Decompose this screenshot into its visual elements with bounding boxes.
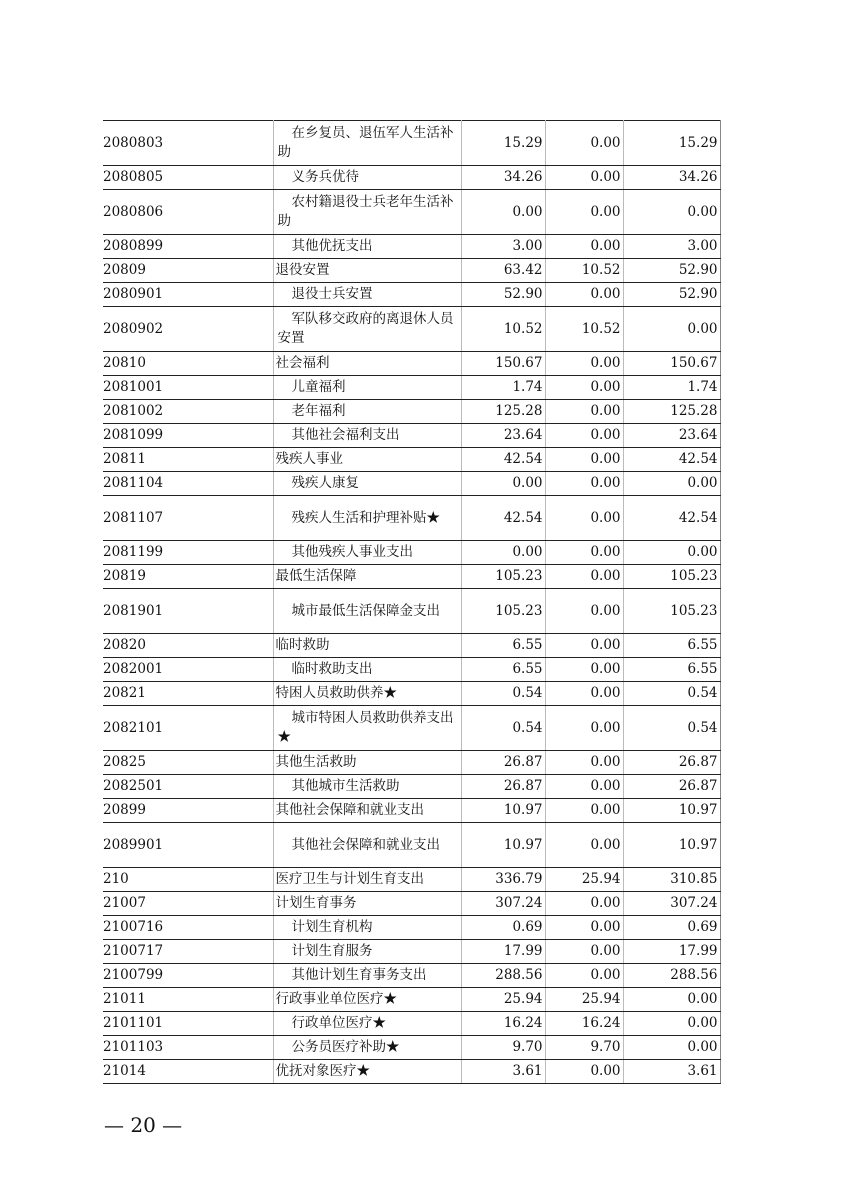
account-code-cell: 2080805: [103, 166, 273, 190]
table-row: [103, 682, 720, 706]
basic-expense-value-cell: 0.00: [545, 940, 623, 964]
item-name-cell: 其他计划生育事务支出: [273, 964, 461, 988]
table-row: [103, 823, 720, 868]
project-expense-value-cell: 17.99: [623, 940, 720, 964]
project-expense-value-cell: 0.00: [623, 988, 720, 1012]
item-name-cell: 计划生育服务: [273, 940, 461, 964]
account-code-cell: 2081199: [103, 541, 273, 565]
table-row: [103, 775, 720, 799]
basic-expense-value-cell: 0.00: [545, 634, 623, 658]
table-row: [103, 259, 720, 283]
item-name-cell: 特困人员救助供养★: [273, 682, 461, 706]
account-code-cell: 2082501: [103, 775, 273, 799]
basic-expense-value-cell: 16.24: [545, 1012, 623, 1036]
project-expense-value-cell: 288.56: [623, 964, 720, 988]
table-row: [103, 376, 720, 400]
basic-expense-value-cell: 25.94: [545, 988, 623, 1012]
item-name-cell: 残疾人生活和护理补贴★: [273, 496, 461, 541]
basic-expense-value-cell: 0.00: [545, 448, 623, 472]
account-code-cell: 2080902: [103, 307, 273, 352]
table-row: [103, 1036, 720, 1060]
total-value-cell: 3.00: [461, 235, 545, 259]
item-name-cell: 优抚对象医疗★: [273, 1060, 461, 1084]
total-value-cell: 6.55: [461, 634, 545, 658]
project-expense-value-cell: 310.85: [623, 868, 720, 892]
table-row: [103, 751, 720, 775]
project-expense-value-cell: 105.23: [623, 589, 720, 634]
table-row: [103, 307, 720, 352]
project-expense-value-cell: 0.00: [623, 307, 720, 352]
account-code-cell: 2080806: [103, 190, 273, 235]
item-name-cell: 其他社会保障和就业支出: [273, 799, 461, 823]
basic-expense-value-cell: 0.00: [545, 775, 623, 799]
project-expense-value-cell: 0.69: [623, 916, 720, 940]
item-name-cell: 医疗卫生与计划生育支出: [273, 868, 461, 892]
total-value-cell: 10.97: [461, 823, 545, 868]
account-code-cell: 2080803: [103, 121, 273, 166]
item-name-cell: 行政单位医疗★: [273, 1012, 461, 1036]
account-code-cell: 2081901: [103, 589, 273, 634]
project-expense-value-cell: 150.67: [623, 352, 720, 376]
item-name-cell: 退役士兵安置: [273, 283, 461, 307]
table-row: [103, 283, 720, 307]
account-code-cell: 2100717: [103, 940, 273, 964]
total-value-cell: 6.55: [461, 658, 545, 682]
basic-expense-value-cell: 0.00: [545, 424, 623, 448]
total-value-cell: 0.00: [461, 190, 545, 235]
basic-expense-value-cell: 0.00: [545, 541, 623, 565]
table-row: [103, 121, 720, 166]
account-code-cell: 20821: [103, 682, 273, 706]
item-name-cell: 行政事业单位医疗★: [273, 988, 461, 1012]
table-row: [103, 868, 720, 892]
item-name-cell: 社会福利: [273, 352, 461, 376]
total-value-cell: 105.23: [461, 589, 545, 634]
total-value-cell: 26.87: [461, 775, 545, 799]
project-expense-value-cell: 105.23: [623, 565, 720, 589]
basic-expense-value-cell: 0.00: [545, 376, 623, 400]
total-value-cell: 17.99: [461, 940, 545, 964]
item-name-cell: 退役安置: [273, 259, 461, 283]
total-value-cell: 0.00: [461, 541, 545, 565]
account-code-cell: 2080899: [103, 235, 273, 259]
item-name-cell: 义务兵优待: [273, 166, 461, 190]
project-expense-value-cell: 0.54: [623, 706, 720, 751]
account-code-cell: 20820: [103, 634, 273, 658]
account-code-cell: 20811: [103, 448, 273, 472]
total-value-cell: 23.64: [461, 424, 545, 448]
item-name-cell: 计划生育机构: [273, 916, 461, 940]
table-row: [103, 496, 720, 541]
table-row: [103, 541, 720, 565]
total-value-cell: 125.28: [461, 400, 545, 424]
project-expense-value-cell: 10.97: [623, 823, 720, 868]
table-row: [103, 190, 720, 235]
account-code-cell: 2081104: [103, 472, 273, 496]
basic-expense-value-cell: 0.00: [545, 682, 623, 706]
project-expense-value-cell: 6.55: [623, 634, 720, 658]
table-row: [103, 235, 720, 259]
item-name-cell: 其他社会福利支出: [273, 424, 461, 448]
total-value-cell: 3.61: [461, 1060, 545, 1084]
item-name-cell: 最低生活保障: [273, 565, 461, 589]
item-name-cell: 其他城市生活救助: [273, 775, 461, 799]
account-code-cell: 2101103: [103, 1036, 273, 1060]
item-name-cell: 残疾人康复: [273, 472, 461, 496]
account-code-cell: 21014: [103, 1060, 273, 1084]
project-expense-value-cell: 15.29: [623, 121, 720, 166]
item-name-cell: 其他残疾人事业支出: [273, 541, 461, 565]
total-value-cell: 0.54: [461, 706, 545, 751]
account-code-cell: 2082101: [103, 706, 273, 751]
basic-expense-value-cell: 0.00: [545, 751, 623, 775]
basic-expense-value-cell: 0.00: [545, 235, 623, 259]
account-code-cell: 2081099: [103, 424, 273, 448]
basic-expense-value-cell: 0.00: [545, 589, 623, 634]
total-value-cell: 1.74: [461, 376, 545, 400]
table-row: [103, 892, 720, 916]
total-value-cell: 0.69: [461, 916, 545, 940]
total-value-cell: 26.87: [461, 751, 545, 775]
account-code-cell: 20819: [103, 565, 273, 589]
table-row: [103, 940, 720, 964]
total-value-cell: 25.94: [461, 988, 545, 1012]
account-code-cell: 2080901: [103, 283, 273, 307]
account-code-cell: 21007: [103, 892, 273, 916]
table-row: [103, 1012, 720, 1036]
basic-expense-value-cell: 0.00: [545, 964, 623, 988]
basic-expense-value-cell: 0.00: [545, 352, 623, 376]
account-code-cell: 2081107: [103, 496, 273, 541]
basic-expense-value-cell: 0.00: [545, 400, 623, 424]
project-expense-value-cell: 0.00: [623, 472, 720, 496]
project-expense-value-cell: 307.24: [623, 892, 720, 916]
table-row: [103, 988, 720, 1012]
item-name-cell: 残疾人事业: [273, 448, 461, 472]
budget-table-body: [103, 121, 720, 1084]
item-name-cell: 其他社会保障和就业支出: [273, 823, 461, 868]
total-value-cell: 336.79: [461, 868, 545, 892]
project-expense-value-cell: 10.97: [623, 799, 720, 823]
total-value-cell: 288.56: [461, 964, 545, 988]
total-value-cell: 15.29: [461, 121, 545, 166]
basic-expense-value-cell: 0.00: [545, 799, 623, 823]
basic-expense-value-cell: 0.00: [545, 892, 623, 916]
total-value-cell: 105.23: [461, 565, 545, 589]
account-code-cell: 21011: [103, 988, 273, 1012]
account-code-cell: 2101101: [103, 1012, 273, 1036]
project-expense-value-cell: 42.54: [623, 496, 720, 541]
table-row: [103, 589, 720, 634]
table-row: [103, 166, 720, 190]
table-row: [103, 964, 720, 988]
item-name-cell: 临时救助: [273, 634, 461, 658]
basic-expense-value-cell: 0.00: [545, 496, 623, 541]
account-code-cell: 20825: [103, 751, 273, 775]
total-value-cell: 307.24: [461, 892, 545, 916]
table-row: [103, 658, 720, 682]
project-expense-value-cell: 0.00: [623, 190, 720, 235]
project-expense-value-cell: 0.00: [623, 1012, 720, 1036]
basic-expense-value-cell: 0.00: [545, 190, 623, 235]
account-code-cell: 2081001: [103, 376, 273, 400]
total-value-cell: 10.97: [461, 799, 545, 823]
table-row: [103, 634, 720, 658]
total-value-cell: 42.54: [461, 496, 545, 541]
table-row: [103, 1060, 720, 1084]
project-expense-value-cell: 42.54: [623, 448, 720, 472]
basic-expense-value-cell: 0.00: [545, 283, 623, 307]
project-expense-value-cell: 26.87: [623, 751, 720, 775]
project-expense-value-cell: 52.90: [623, 283, 720, 307]
account-code-cell: 2081002: [103, 400, 273, 424]
item-name-cell: 老年福利: [273, 400, 461, 424]
account-code-cell: 20899: [103, 799, 273, 823]
project-expense-value-cell: 3.61: [623, 1060, 720, 1084]
project-expense-value-cell: 3.00: [623, 235, 720, 259]
total-value-cell: 63.42: [461, 259, 545, 283]
total-value-cell: 16.24: [461, 1012, 545, 1036]
basic-expense-value-cell: 0.00: [545, 121, 623, 166]
account-code-cell: 2100716: [103, 916, 273, 940]
basic-expense-value-cell: 0.00: [545, 706, 623, 751]
total-value-cell: 150.67: [461, 352, 545, 376]
page-number: — 20 —: [104, 1113, 183, 1137]
table-row: [103, 916, 720, 940]
basic-expense-value-cell: 0.00: [545, 472, 623, 496]
item-name-cell: 儿童福利: [273, 376, 461, 400]
basic-expense-value-cell: 0.00: [545, 1060, 623, 1084]
total-value-cell: 42.54: [461, 448, 545, 472]
item-name-cell: 计划生育事务: [273, 892, 461, 916]
basic-expense-value-cell: 0.00: [545, 565, 623, 589]
basic-expense-value-cell: 10.52: [545, 307, 623, 352]
basic-expense-value-cell: 10.52: [545, 259, 623, 283]
item-name-cell: 城市最低生活保障金支出: [273, 589, 461, 634]
project-expense-value-cell: 0.00: [623, 1036, 720, 1060]
account-code-cell: 2100799: [103, 964, 273, 988]
item-name-cell: 城市特困人员救助供养支出★: [273, 706, 461, 751]
project-expense-value-cell: 23.64: [623, 424, 720, 448]
table-row: [103, 424, 720, 448]
basic-expense-value-cell: 0.00: [545, 166, 623, 190]
item-name-cell: 在乡复员、退伍军人生活补助: [273, 121, 461, 166]
table-row: [103, 706, 720, 751]
basic-expense-value-cell: 0.00: [545, 658, 623, 682]
item-name-cell: 军队移交政府的离退休人员安置: [273, 307, 461, 352]
item-name-cell: 其他优抚支出: [273, 235, 461, 259]
item-name-cell: 公务员医疗补助★: [273, 1036, 461, 1060]
table-row: [103, 352, 720, 376]
project-expense-value-cell: 125.28: [623, 400, 720, 424]
project-expense-value-cell: 26.87: [623, 775, 720, 799]
project-expense-value-cell: 6.55: [623, 658, 720, 682]
table-row: [103, 565, 720, 589]
total-value-cell: 52.90: [461, 283, 545, 307]
budget-table: [103, 120, 721, 1084]
total-value-cell: 10.52: [461, 307, 545, 352]
table-row: [103, 799, 720, 823]
account-code-cell: 20809: [103, 259, 273, 283]
account-code-cell: 2089901: [103, 823, 273, 868]
basic-expense-value-cell: 9.70: [545, 1036, 623, 1060]
total-value-cell: 34.26: [461, 166, 545, 190]
account-code-cell: 210: [103, 868, 273, 892]
table-row: [103, 400, 720, 424]
account-code-cell: 20810: [103, 352, 273, 376]
total-value-cell: 9.70: [461, 1036, 545, 1060]
item-name-cell: 其他生活救助: [273, 751, 461, 775]
item-name-cell: 农村籍退役士兵老年生活补助: [273, 190, 461, 235]
project-expense-value-cell: 52.90: [623, 259, 720, 283]
account-code-cell: 2082001: [103, 658, 273, 682]
basic-expense-value-cell: 0.00: [545, 823, 623, 868]
basic-expense-value-cell: 0.00: [545, 916, 623, 940]
item-name-cell: 临时救助支出: [273, 658, 461, 682]
project-expense-value-cell: 0.00: [623, 541, 720, 565]
table-row: [103, 472, 720, 496]
total-value-cell: 0.54: [461, 682, 545, 706]
table-row: [103, 448, 720, 472]
basic-expense-value-cell: 25.94: [545, 868, 623, 892]
total-value-cell: 0.00: [461, 472, 545, 496]
project-expense-value-cell: 34.26: [623, 166, 720, 190]
project-expense-value-cell: 1.74: [623, 376, 720, 400]
project-expense-value-cell: 0.54: [623, 682, 720, 706]
